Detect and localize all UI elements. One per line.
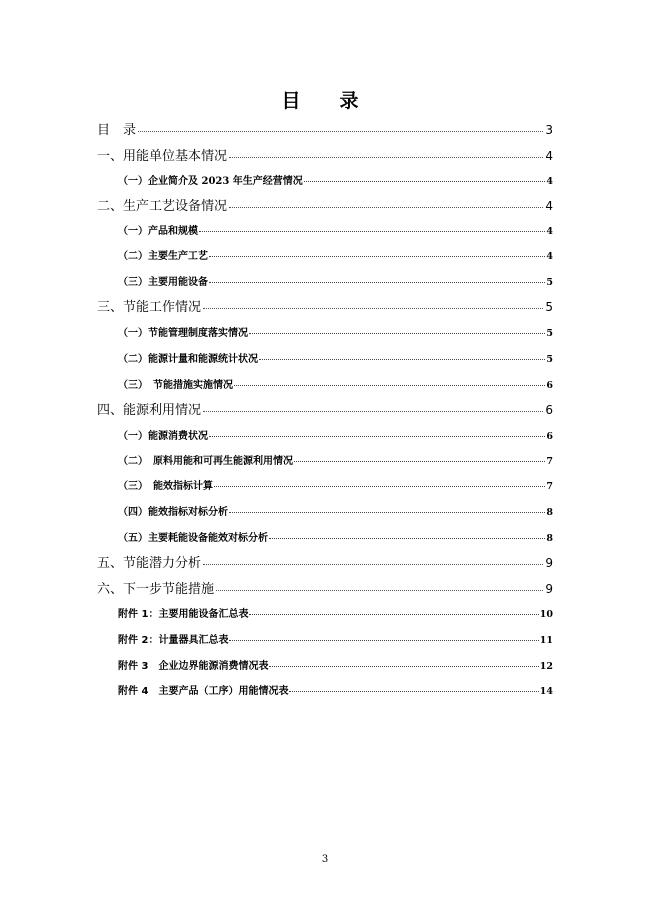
toc-dot-leader: [269, 538, 545, 539]
toc-entry[interactable]: [118, 477, 553, 492]
toc-entry-label: 三、节能工作情况: [97, 300, 202, 315]
toc-dot-leader: [294, 461, 545, 462]
toc-entry-label: （三） 能效指标计算: [118, 481, 213, 492]
toc-dot-leader: [249, 614, 538, 615]
toc-dot-leader: [203, 411, 543, 412]
toc-dot-leader: [203, 564, 543, 565]
toc-entry-label: （四）能效指标对标分析: [118, 507, 228, 518]
toc-entry-page: 5: [546, 328, 553, 339]
toc-entry-label: 附件 1：主要用能设备汇总表: [118, 609, 249, 620]
toc-entry-page: 4: [546, 226, 553, 237]
toc-dot-leader: [138, 131, 543, 132]
toc-entry-page: 6: [545, 403, 553, 417]
toc-entry[interactable]: [97, 578, 553, 597]
toc-entry-label: （一）企业简介及 2023 年生产经营情况: [118, 176, 303, 187]
toc-entry-page: 6: [546, 380, 553, 391]
toc-dot-leader: [269, 666, 538, 667]
toc-entry-page: 11: [539, 635, 553, 646]
toc-entry[interactable]: [118, 682, 553, 697]
toc-entry-page: 5: [545, 300, 553, 314]
toc-dot-leader: [209, 282, 545, 283]
toc-entry-label: 二、生产工艺设备情况: [97, 199, 228, 214]
toc-dot-leader: [216, 590, 543, 591]
toc-entry[interactable]: [118, 376, 553, 391]
toc-entry-label: 一、用能单位基本情况: [97, 149, 228, 164]
toc-entry-page: 9: [545, 582, 553, 596]
toc-entry-page: 9: [545, 556, 553, 570]
toc-entry[interactable]: [118, 222, 553, 237]
toc-entry-label: （三）主要用能设备: [118, 277, 208, 288]
toc-entry-page: 7: [546, 456, 553, 467]
toc-dot-leader: [259, 359, 545, 360]
toc-dot-leader: [304, 181, 546, 182]
toc-entry[interactable]: [97, 552, 553, 571]
toc-entry-page: 8: [546, 533, 553, 544]
toc-dot-leader: [229, 207, 543, 208]
toc-entry-label: （一）节能管理制度落实情况: [118, 328, 248, 339]
toc-dot-leader: [289, 691, 538, 692]
toc-entry[interactable]: [118, 427, 553, 442]
toc-entry-label: （二）主要生产工艺: [118, 251, 208, 262]
toc-entry-label: 附件 4 主要产品（工序）用能情况表: [118, 686, 289, 697]
toc-entry-page: 5: [546, 354, 553, 365]
toc-entry[interactable]: [118, 273, 553, 288]
toc-entry[interactable]: [118, 657, 553, 672]
toc-entry-label: （一）能源消费状况: [118, 431, 208, 442]
toc-entry-page: 4: [545, 199, 553, 213]
toc-entry-label: 四、能源利用情况: [97, 403, 202, 418]
toc-entry-label: 六、下一步节能措施: [97, 582, 215, 597]
toc-entry-label: （一）产品和规模: [118, 226, 198, 237]
toc-entry-label: （二）能源计量和能源统计状况: [118, 354, 258, 365]
toc-entry[interactable]: [118, 452, 553, 467]
toc-dot-leader: [249, 333, 545, 334]
toc-entry-page: 5: [546, 277, 553, 288]
toc-entry[interactable]: [97, 399, 553, 418]
toc-dot-leader: [234, 385, 545, 386]
toc-dot-leader: [209, 256, 545, 257]
toc-entry-page: 7: [546, 481, 553, 492]
toc-entry-page: 8: [546, 507, 553, 518]
toc-dot-leader: [203, 308, 543, 309]
toc-entry-label: 五、节能潜力分析: [97, 556, 202, 571]
toc-entry[interactable]: [97, 145, 553, 164]
page-title: 目 录: [281, 90, 369, 112]
footer-page-number: 3: [321, 854, 329, 865]
toc-entry-page: 12: [539, 661, 553, 672]
toc-entry-page: 4: [545, 149, 553, 163]
toc-entry-page: 6: [546, 431, 553, 442]
toc-entry[interactable]: [118, 631, 553, 646]
toc-dot-leader: [199, 231, 545, 232]
toc-entry[interactable]: [118, 172, 553, 187]
toc-entry-label: （三） 节能措施实施情况: [118, 380, 233, 391]
toc-entry[interactable]: [97, 195, 553, 214]
toc-entry[interactable]: [118, 503, 553, 518]
toc-entry[interactable]: [118, 529, 553, 544]
toc-entry[interactable]: [118, 324, 553, 339]
toc-dot-leader: [229, 512, 545, 513]
toc-entry[interactable]: [118, 350, 553, 365]
toc-entry-label: 附件 2：计量器具汇总表: [118, 635, 229, 646]
toc-dot-leader: [229, 157, 543, 158]
toc-dot-leader: [229, 640, 538, 641]
toc-entry[interactable]: [118, 605, 553, 620]
toc-entry[interactable]: [118, 247, 553, 262]
toc-entry-label: （二） 原料用能和可再生能源利用情况: [118, 456, 293, 467]
toc-dot-leader: [214, 486, 545, 487]
toc-entry-page: 10: [539, 609, 553, 620]
toc-entry[interactable]: [97, 119, 553, 138]
toc-entry-label: 附件 3 企业边界能源消费情况表: [118, 661, 269, 672]
toc-entry-label: （五）主要耗能设备能效对标分析: [118, 533, 268, 544]
toc-dot-leader: [209, 436, 545, 437]
toc-entry-page: 4: [546, 176, 553, 187]
toc-entry-page: 4: [546, 251, 553, 262]
toc-entry-label: 目 录: [97, 123, 137, 138]
toc-entry-page: 3: [545, 123, 553, 137]
toc-entry[interactable]: [97, 296, 553, 315]
toc-entry-page: 14: [539, 686, 553, 697]
